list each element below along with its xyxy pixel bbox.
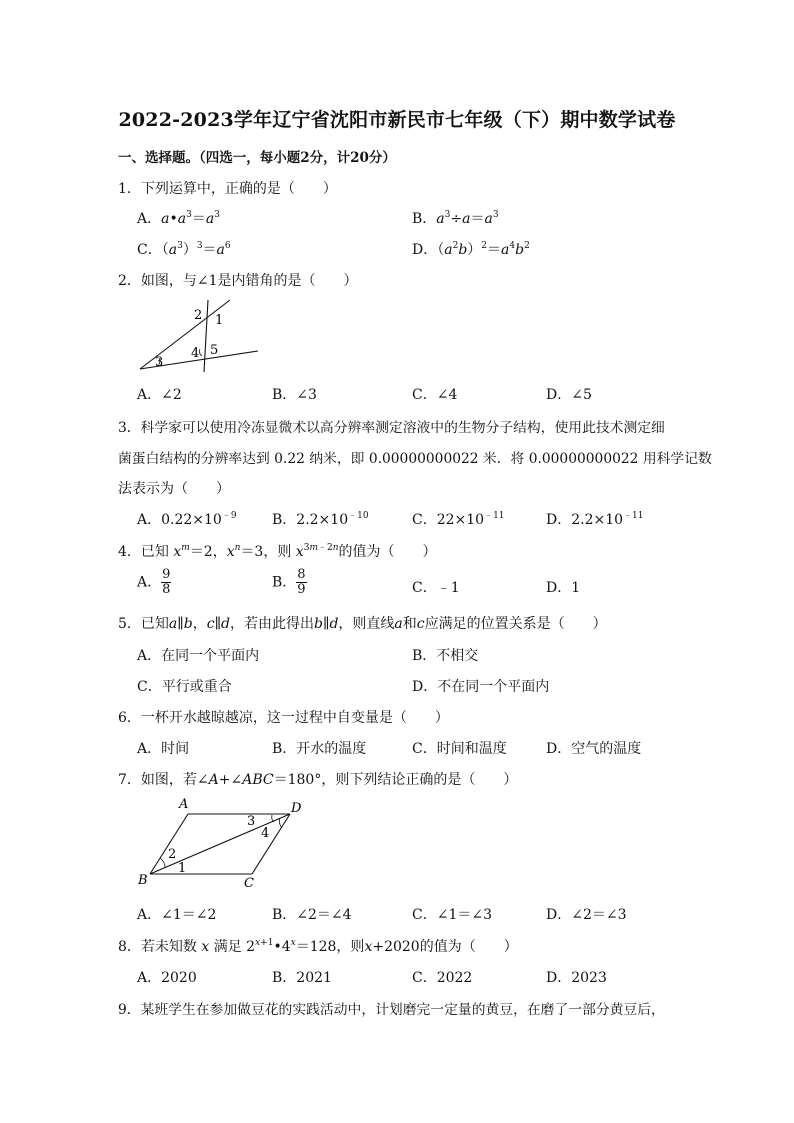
q8-option-a: A．2020 xyxy=(137,970,197,986)
q2-fig-label-5: 5 xyxy=(210,343,219,358)
q3-option-a: A．$0.22\times 10^{﹣9}$ xyxy=(137,511,237,528)
q2-option-c: C．∠4 xyxy=(412,387,458,403)
q7-option-c: C．∠1＝∠3 xyxy=(412,907,492,923)
q2-fig-label-2: 2 xyxy=(194,308,203,323)
q7-fig-label-D: D xyxy=(291,801,302,816)
q4-option-b: B． $\frac{8}{9}$ xyxy=(272,567,306,597)
question-6-stem: 6．一杯开水越晾越凉，这一过程中自变量是（ ） xyxy=(118,710,449,726)
q5-option-a: A．在同一个平面内 xyxy=(137,648,260,664)
q7-fig-label-4: 4 xyxy=(261,826,270,841)
q7-fig-label-2: 2 xyxy=(168,847,177,862)
q2-figure xyxy=(136,296,262,372)
question-3-line-1: 3．科学家可以使用冷冻显微术以高分辨率测定溶液中的生物分子结构，使用此技术测定细 xyxy=(118,420,665,436)
q4-option-d: D．1 xyxy=(546,580,581,596)
q7-fig-label-A: A xyxy=(179,797,189,812)
q4-option-c: C．﹣1 xyxy=(412,580,460,596)
q1-option-c: C．$(a^3)^3=a^6$ xyxy=(137,241,231,258)
q6-option-c: C．时间和温度 xyxy=(412,741,507,757)
q8-option-b: B．2021 xyxy=(272,970,332,986)
q6-option-a: A．时间 xyxy=(137,741,190,757)
q1-option-b: B．$a^3\div a=a^3$ xyxy=(412,210,499,227)
question-4-stem: 4．已知 $x^m=2$，$x^n=3$，则 $x^{3m﹣2n}$的值为（ ） xyxy=(118,543,437,560)
q7-fig-label-3: 3 xyxy=(247,814,256,829)
q7-option-a: A．∠1＝∠2 xyxy=(137,907,217,923)
question-3-line-3: 法表示为（ ） xyxy=(118,481,230,497)
q1-option-a: A．$a•a^3=a^3$ xyxy=(137,210,220,227)
q5-option-c: C．平行或重合 xyxy=(137,679,232,695)
q2-fig-label-1: 1 xyxy=(215,313,224,328)
question-9-line-1: 9．某班学生在参加做豆花的实践活动中，计划磨完一定量的黄豆，在磨了一部分黄豆后， xyxy=(118,1002,665,1018)
q8-option-d: D．2023 xyxy=(546,970,607,986)
q7-figure xyxy=(134,794,310,892)
q3-option-d: D．$2.2\times 10^{﹣11}$ xyxy=(546,511,644,528)
question-5-stem: 5．已知a∥b，c∥d，若由此得出b∥d，则直线a和c应满足的位置关系是（ ） xyxy=(118,616,607,632)
q2-option-a: A．∠2 xyxy=(137,387,182,403)
q5-option-b: B．不相交 xyxy=(412,648,479,664)
q2-option-b: B．∠3 xyxy=(272,387,317,403)
section-heading: 一、选择题。（四选一，每小题2分，计20分） xyxy=(118,150,396,166)
q3-option-b: B．$2.2\times 10^{﹣10}$ xyxy=(272,511,369,528)
page-title: 2022-2023学年辽宁省沈阳市新民市七年级（下）期中数学试卷 xyxy=(118,109,676,131)
q2-option-d: D．∠5 xyxy=(546,387,592,403)
q3-option-c: C．$22\times 10^{﹣11}$ xyxy=(412,511,505,528)
question-7-stem: 7．如图，若∠A+∠ABC＝180°，则下列结论正确的是（ ） xyxy=(118,772,518,788)
q1-option-d: D．$(a^2b)^2=a^4b^2$ xyxy=(412,241,530,258)
q6-option-b: B．开水的温度 xyxy=(272,741,367,757)
q6-option-d: D．空气的温度 xyxy=(546,741,642,757)
q5-option-d: D．不在同一个平面内 xyxy=(412,679,550,695)
question-1-stem: 1．下列运算中，正确的是（ ） xyxy=(118,181,337,197)
q7-fig-label-1: 1 xyxy=(178,861,187,876)
question-3-line-2: 菌蛋白结构的分辨率达到 0.22 纳米，即 0.00000000022 米．将 0.00000000022 用科学记数 xyxy=(118,451,712,467)
q7-option-d: D．∠2＝∠3 xyxy=(546,907,627,923)
q2-fig-label-4: 4 xyxy=(191,346,200,361)
question-8-stem: 8．若未知数 x 满足 $2^{x+1}•4^x=128$，则x+2020的值为（ ） xyxy=(118,938,518,955)
q8-option-c: C．2022 xyxy=(412,970,473,986)
q2-fig-label-3: 3 xyxy=(155,355,164,370)
question-2-stem: 2．如图，与∠1是内错角的是（ ） xyxy=(118,273,358,289)
q7-fig-label-B: B xyxy=(138,873,148,888)
q4-option-a: A． $\frac{9}{8}$ xyxy=(137,567,171,597)
q7-fig-label-C: C xyxy=(244,876,254,891)
q7-option-b: B．∠2＝∠4 xyxy=(272,907,352,923)
